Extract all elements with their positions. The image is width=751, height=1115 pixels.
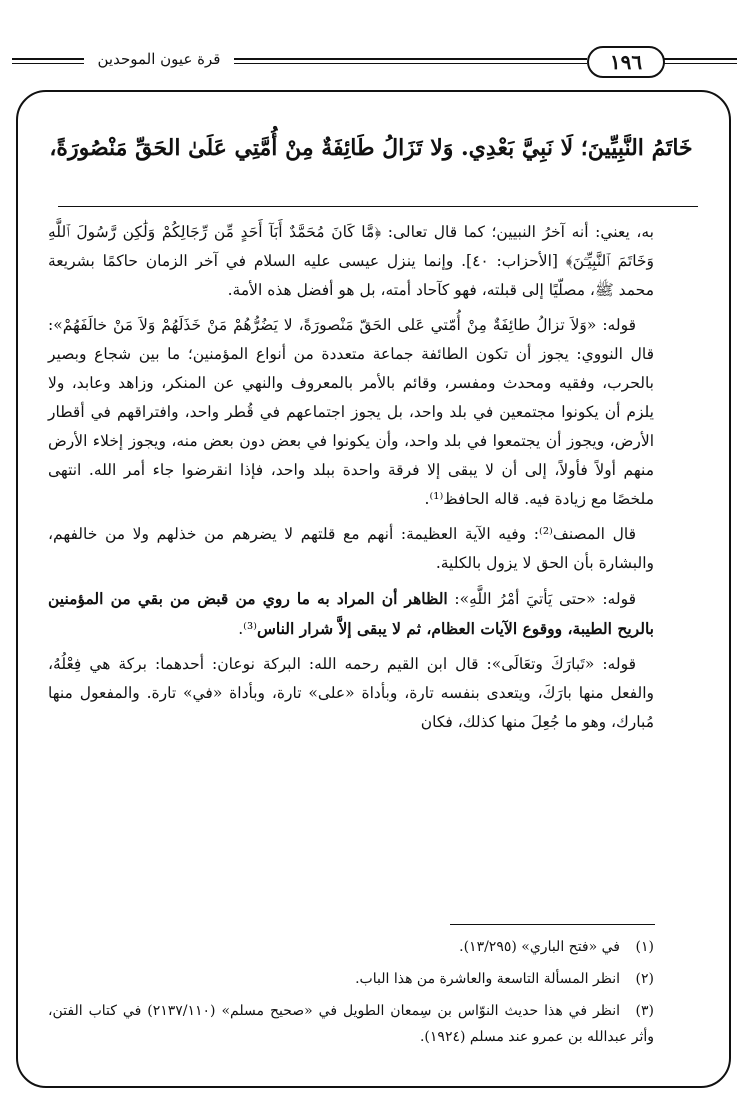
paragraph-5 [48,650,654,737]
footnote-2 [48,966,654,992]
hadith-verse: خَاتَمُ النَّبِيِّينَ؛ لَا نَبِيَّ بَعْدِي. وَلا تَزَالُ طَائِفَةٌ مِنْ أُمَّتِي عَلَىٰ الحَقِّ مَنْصُورَةً، [49,135,693,161]
footnote-3-number: (٣) [635,1003,654,1019]
paragraph-4 [48,584,654,644]
header-rule-middle-top [234,58,587,60]
page-number: ١٩٦ [587,46,665,78]
paragraph-4-bold: الظاهر أن المراد به ما روي من قبض من بقي من المؤمنين بالريح الطيبة، ووقوع الآيات العظام، ثم لا يبقى إلاَّ شرار الناس [48,589,654,638]
footnote-2-text: انظر المسألة التاسعة والعاشرة من هذا الباب. [355,971,620,987]
header-rule-left-bottom [12,63,84,64]
footnote-1-text: في «فتح الباري» (١٣/٢٩٥). [459,939,620,955]
footnote-separator [450,924,655,925]
footnote-1 [48,934,654,960]
header-rule-right-bottom [660,63,737,64]
header-rule-middle-bottom [234,63,587,64]
paragraph-4-footnote-ref: ⁽³⁾. [238,620,257,638]
footnote-3 [48,998,654,1050]
header-rule-left-top [12,58,84,60]
header-rule-right-top [660,58,737,60]
book-title: قرة عيون الموحدين [84,50,234,68]
paragraph-4-text: قوله: «حتى يَأتيَ أمْرُ اللَّهِ»: [447,590,637,608]
paragraph-2-text: قوله: «وَلاَ تزالُ طائِفَةٌ مِنْ أُمّتي عَلى الحَقّ مَنْصورَةً، لا يَضُرُّهُمْ مَنْ خَذَلَهُمْ وَلاَ مَنْ خالَفَهُمْ»: قال النووي: يجوز أن تكون الطائفة جماعة متعددة من أنواع المؤمنين؛ ما بين شجاع وبصير بالحرب، وفقيه ومحدث ومفسر، وقائم بالأمر بالمعروف والنهي عن المنكر، وزاهد وعابد، ولا يلزم أن يكونوا مجتمعين في بلد واحد، بل يجوز اجتماعهم في قُطر واحد، وافتراقهم في أقطار الأرض، ويجوز أن يجتمعوا في بلد واحد، وأن يكونوا في بعض دون بعض منه، ويجوز إخلاء الأرض منهم أولاً فأولاً، إلى أن لا يبقى إلا فرقة واحدة ببلد واحد، فإذا انقرضوا جاء أمر الله. انتهى ملخصًا مع زيادة فيه. قاله الحافظ⁽¹⁾. [48,316,654,508]
paragraph-1 [48,218,654,305]
paragraph-5-text: قوله: «تَبارَكَ وتعَالَى»: قال ابن القيم رحمه الله: البركة نوعان: أحدهما: بركة هي فِعْلُهُ، والفعل منها بارَكَ، ويتعدى بنفسه تارة، وبأداة «على» تارة، وبأداة «في» تارة. والمفعول منها مُبارك، وهو ما جُعِلَ منها كذلك، فكان [48,655,654,731]
footnote-2-number: (٢) [635,971,654,987]
paragraph-3 [48,520,654,578]
paragraph-1-text: به، يعني: أنه آخرُ النبيين؛ كما قال تعالى: ﴿مَّا كَانَ مُحَمَّدٌ أَبَآ أَحَدٍ مِّن رِّجَالِكُمْ وَلَٰكِن رَّسُولَ ٱللَّهِ وَخَاتَمَ ٱلنَّبِيِّـۧنَ﴾ [الأحزاب: ٤٠]. وإنما ينزل عيسى عليه السلام في آخر الزمان حاكمًا بشريعة محمد ﷺ، مصلّيًا إلى قبلته، فهو كآحاد أمته، بل هو أفضل هذه الأمة. [48,223,655,299]
footnote-3-text: انظر في هذا حديث النوّاس بن سِمعان الطويل في «صحيح مسلم» (٢١٣٧/١١٠) في كتاب الفتن، وأثر عبدالله بن عمرو عند مسلم (١٩٢٤). [48,1003,654,1045]
paragraph-2 [48,311,654,514]
verse-separator [58,206,698,207]
page-header [12,44,737,84]
commentary-body [48,218,654,743]
paragraph-3-text: قال المصنف⁽²⁾: وفيه الآية العظيمة: أنهم مع قلتهم لا يضرهم من خذلهم ولا من خالفهم، والبشارة بأن الحق لا يزول بالكلية. [48,525,654,572]
footnote-1-number: (١) [635,939,654,955]
footnotes [48,934,654,1056]
